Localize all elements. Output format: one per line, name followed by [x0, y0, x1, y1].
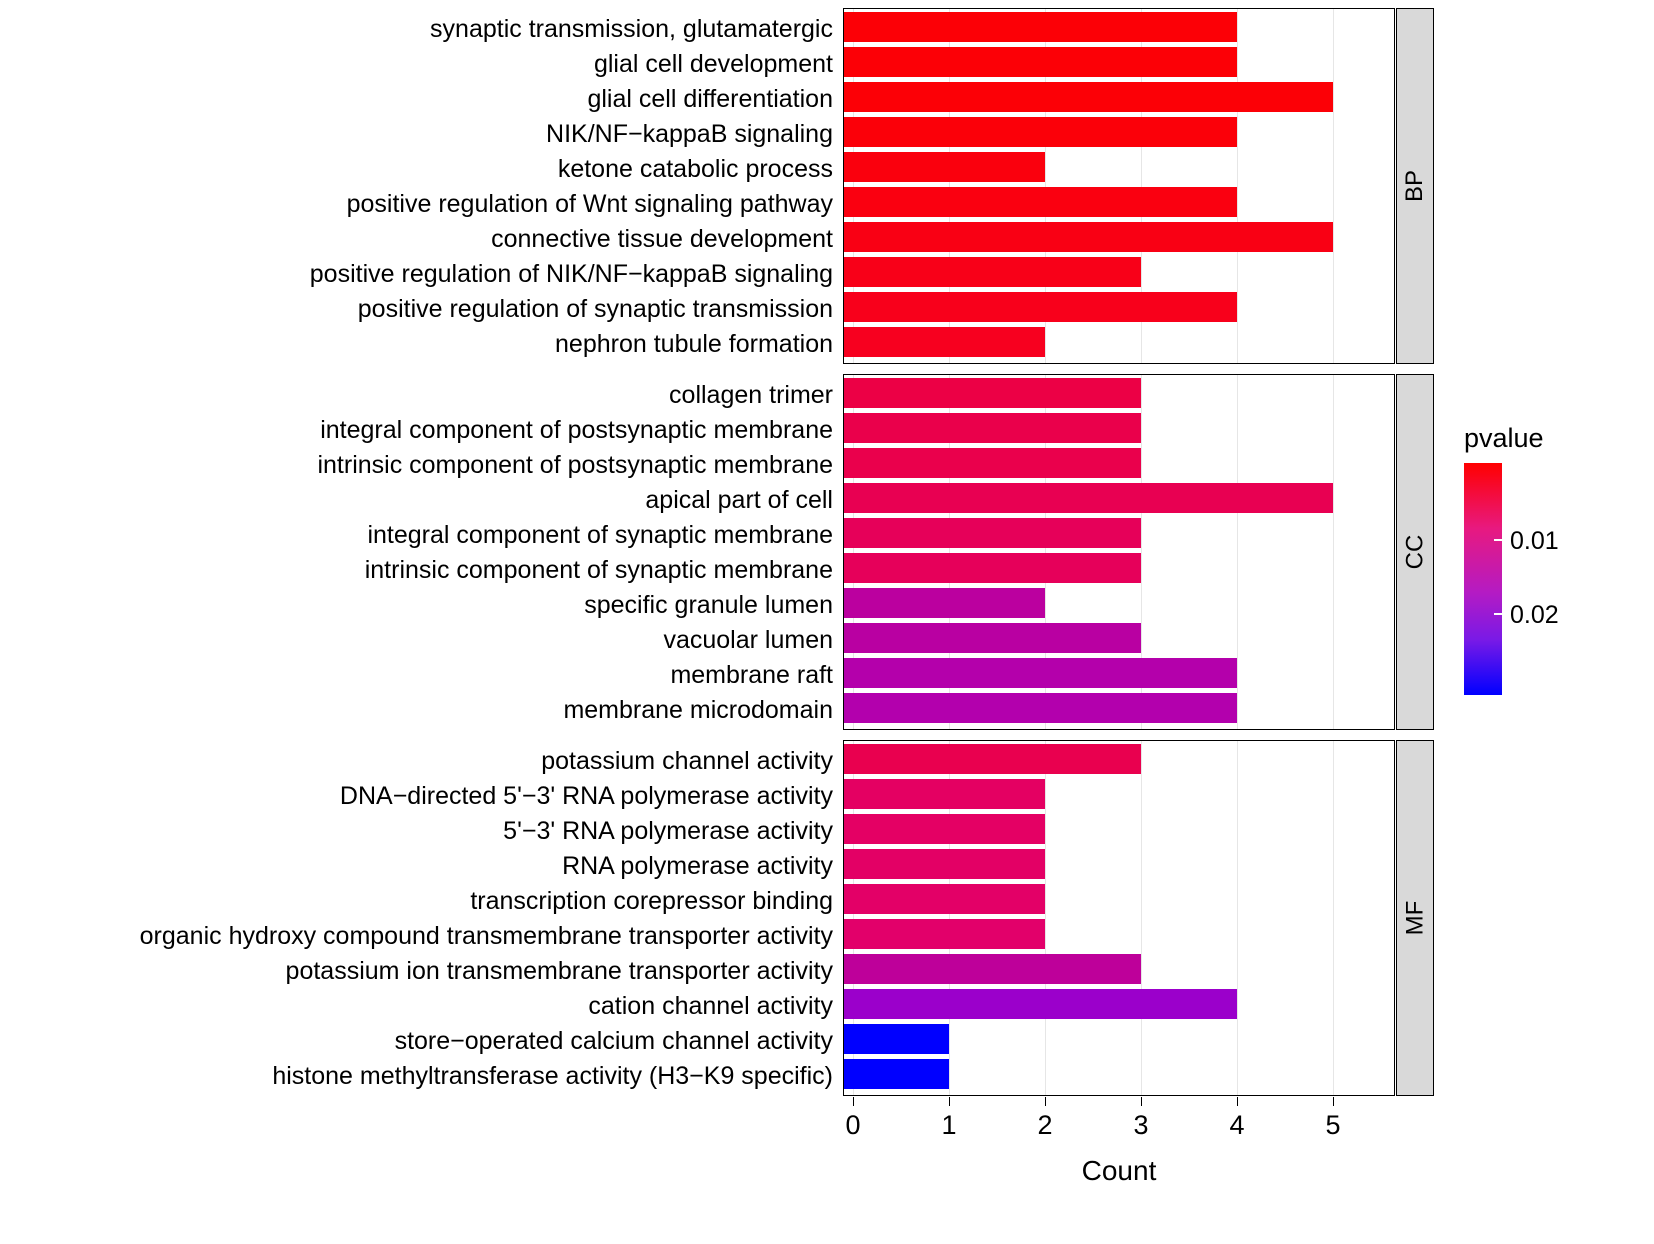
x-tick-label: 0 [845, 1110, 861, 1140]
bar-row [844, 187, 1394, 217]
bar [844, 553, 1141, 583]
strip-label-mf-text: MF [1401, 900, 1428, 936]
category-label: 5'−3' RNA polymerase activity [503, 817, 833, 845]
category-label: intrinsic component of postsynaptic membrane [317, 451, 833, 479]
x-tick [1045, 1097, 1046, 1106]
bar-row [844, 448, 1394, 478]
bar-row [844, 658, 1394, 688]
bar-row [844, 989, 1394, 1019]
bar-row [844, 954, 1394, 984]
category-label: collagen trimer [669, 381, 833, 409]
bar [844, 47, 1237, 77]
strip-label-bp-text: BP [1400, 169, 1428, 203]
bar-row [844, 483, 1394, 513]
bar-row [844, 553, 1394, 583]
category-label: potassium ion transmembrane transporter activity [285, 957, 833, 985]
bar [844, 378, 1141, 408]
category-label: glial cell differentiation [587, 85, 833, 113]
bar-row [844, 693, 1394, 723]
category-label: NIK/NF−kappaB signaling [546, 120, 833, 148]
panel-cc-plot [843, 374, 1395, 730]
category-label: RNA polymerase activity [562, 852, 833, 880]
x-tick [949, 1097, 950, 1106]
bar [844, 257, 1141, 287]
category-label: positive regulation of NIK/NF−kappaB signaling [309, 260, 833, 288]
panel-mf [843, 740, 1395, 1096]
bar-row [844, 919, 1394, 949]
legend-colorbar [1464, 463, 1502, 695]
bar [844, 117, 1237, 147]
category-label: organic hydroxy compound transmembrane transporter activity [139, 922, 833, 950]
bar [844, 448, 1141, 478]
bar-row [844, 623, 1394, 653]
panel-cc-category-labels [0, 374, 833, 730]
x-tick-label: 4 [1229, 1110, 1245, 1140]
panel-bp-plot [843, 8, 1395, 364]
legend-tick [1494, 613, 1502, 615]
bar [844, 588, 1045, 618]
bar-row [844, 378, 1394, 408]
category-label: store−operated calcium channel activity [394, 1027, 833, 1055]
x-tick [1141, 1097, 1142, 1106]
strip-label-bp [1396, 8, 1434, 364]
strip-label-mf [1396, 740, 1434, 1096]
x-tick-label: 2 [1037, 1110, 1053, 1140]
bar [844, 954, 1141, 984]
bar [844, 814, 1045, 844]
panel-cc [843, 374, 1395, 730]
bar-row [844, 292, 1394, 322]
bar-row [844, 849, 1394, 879]
category-label: membrane raft [670, 661, 833, 689]
strip-label-cc-text: CC [1400, 534, 1428, 570]
category-label: nephron tubule formation [555, 330, 833, 358]
x-axis-title: Count [1081, 1155, 1157, 1186]
bar [844, 744, 1141, 774]
bar [844, 1024, 949, 1054]
category-label: positive regulation of synaptic transmission [357, 295, 833, 323]
x-tick [853, 1097, 854, 1106]
category-label: intrinsic component of synaptic membrane [364, 556, 833, 584]
x-tick-label: 5 [1325, 1110, 1341, 1140]
bar [844, 1059, 949, 1089]
bar [844, 884, 1045, 914]
category-label: potassium channel activity [541, 747, 833, 775]
bar-row [844, 779, 1394, 809]
category-label: histone methyltransferase activity (H3−K9 specific) [272, 1062, 833, 1090]
bar [844, 658, 1237, 688]
bar [844, 779, 1045, 809]
category-label: integral component of postsynaptic membrane [320, 416, 833, 444]
panel-mf-bars [844, 741, 1394, 1095]
panel-mf-category-labels [0, 740, 833, 1096]
bar [844, 623, 1141, 653]
bar [844, 483, 1333, 513]
bar-row [844, 47, 1394, 77]
bar [844, 849, 1045, 879]
bar-row [844, 12, 1394, 42]
bar [844, 919, 1045, 949]
category-label: glial cell development [593, 50, 833, 78]
bar-row [844, 744, 1394, 774]
bar [844, 413, 1141, 443]
category-label: apical part of cell [645, 486, 833, 514]
category-label: cation channel activity [588, 992, 833, 1020]
category-label: membrane microdomain [563, 696, 833, 724]
bar [844, 989, 1237, 1019]
bar-row [844, 327, 1394, 357]
x-tick-label: 3 [1133, 1110, 1149, 1140]
panel-bp [843, 8, 1395, 364]
bar [844, 12, 1237, 42]
x-tick [1237, 1097, 1238, 1106]
bar [844, 327, 1045, 357]
bar [844, 292, 1237, 322]
bar-row [844, 257, 1394, 287]
bar-row [844, 222, 1394, 252]
legend-tick [1494, 539, 1502, 541]
category-label: specific granule lumen [584, 591, 833, 619]
x-tick-label: 1 [941, 1110, 957, 1140]
category-label: integral component of synaptic membrane [367, 521, 833, 549]
bar [844, 82, 1333, 112]
strip-label-cc [1396, 374, 1434, 730]
bar [844, 187, 1237, 217]
category-label: ketone catabolic process [557, 155, 833, 183]
legend-tick-label: 0.02 [1510, 601, 1559, 629]
legend-tick-label: 0.01 [1510, 527, 1559, 555]
x-tick [1333, 1097, 1334, 1106]
bar-row [844, 518, 1394, 548]
bar [844, 518, 1141, 548]
category-label: transcription corepressor binding [470, 887, 833, 915]
bar [844, 222, 1333, 252]
panel-bp-bars [844, 9, 1394, 363]
bar-row [844, 152, 1394, 182]
bar-row [844, 884, 1394, 914]
bar [844, 152, 1045, 182]
bar-row [844, 82, 1394, 112]
bar-row [844, 413, 1394, 443]
category-label: synaptic transmission, glutamatergic [430, 15, 833, 43]
panel-mf-plot [843, 740, 1395, 1096]
bar-row [844, 814, 1394, 844]
category-label: connective tissue development [491, 225, 833, 253]
bar-row [844, 1024, 1394, 1054]
legend-title: pvalue [1464, 423, 1544, 453]
bar [844, 693, 1237, 723]
bar-row [844, 588, 1394, 618]
category-label: DNA−directed 5'−3' RNA polymerase activity [339, 782, 833, 810]
category-label: positive regulation of Wnt signaling pathway [346, 190, 833, 218]
panel-cc-bars [844, 375, 1394, 729]
bar-row [844, 117, 1394, 147]
panel-bp-category-labels [0, 8, 833, 364]
bar-row [844, 1059, 1394, 1089]
category-label: vacuolar lumen [663, 626, 833, 654]
